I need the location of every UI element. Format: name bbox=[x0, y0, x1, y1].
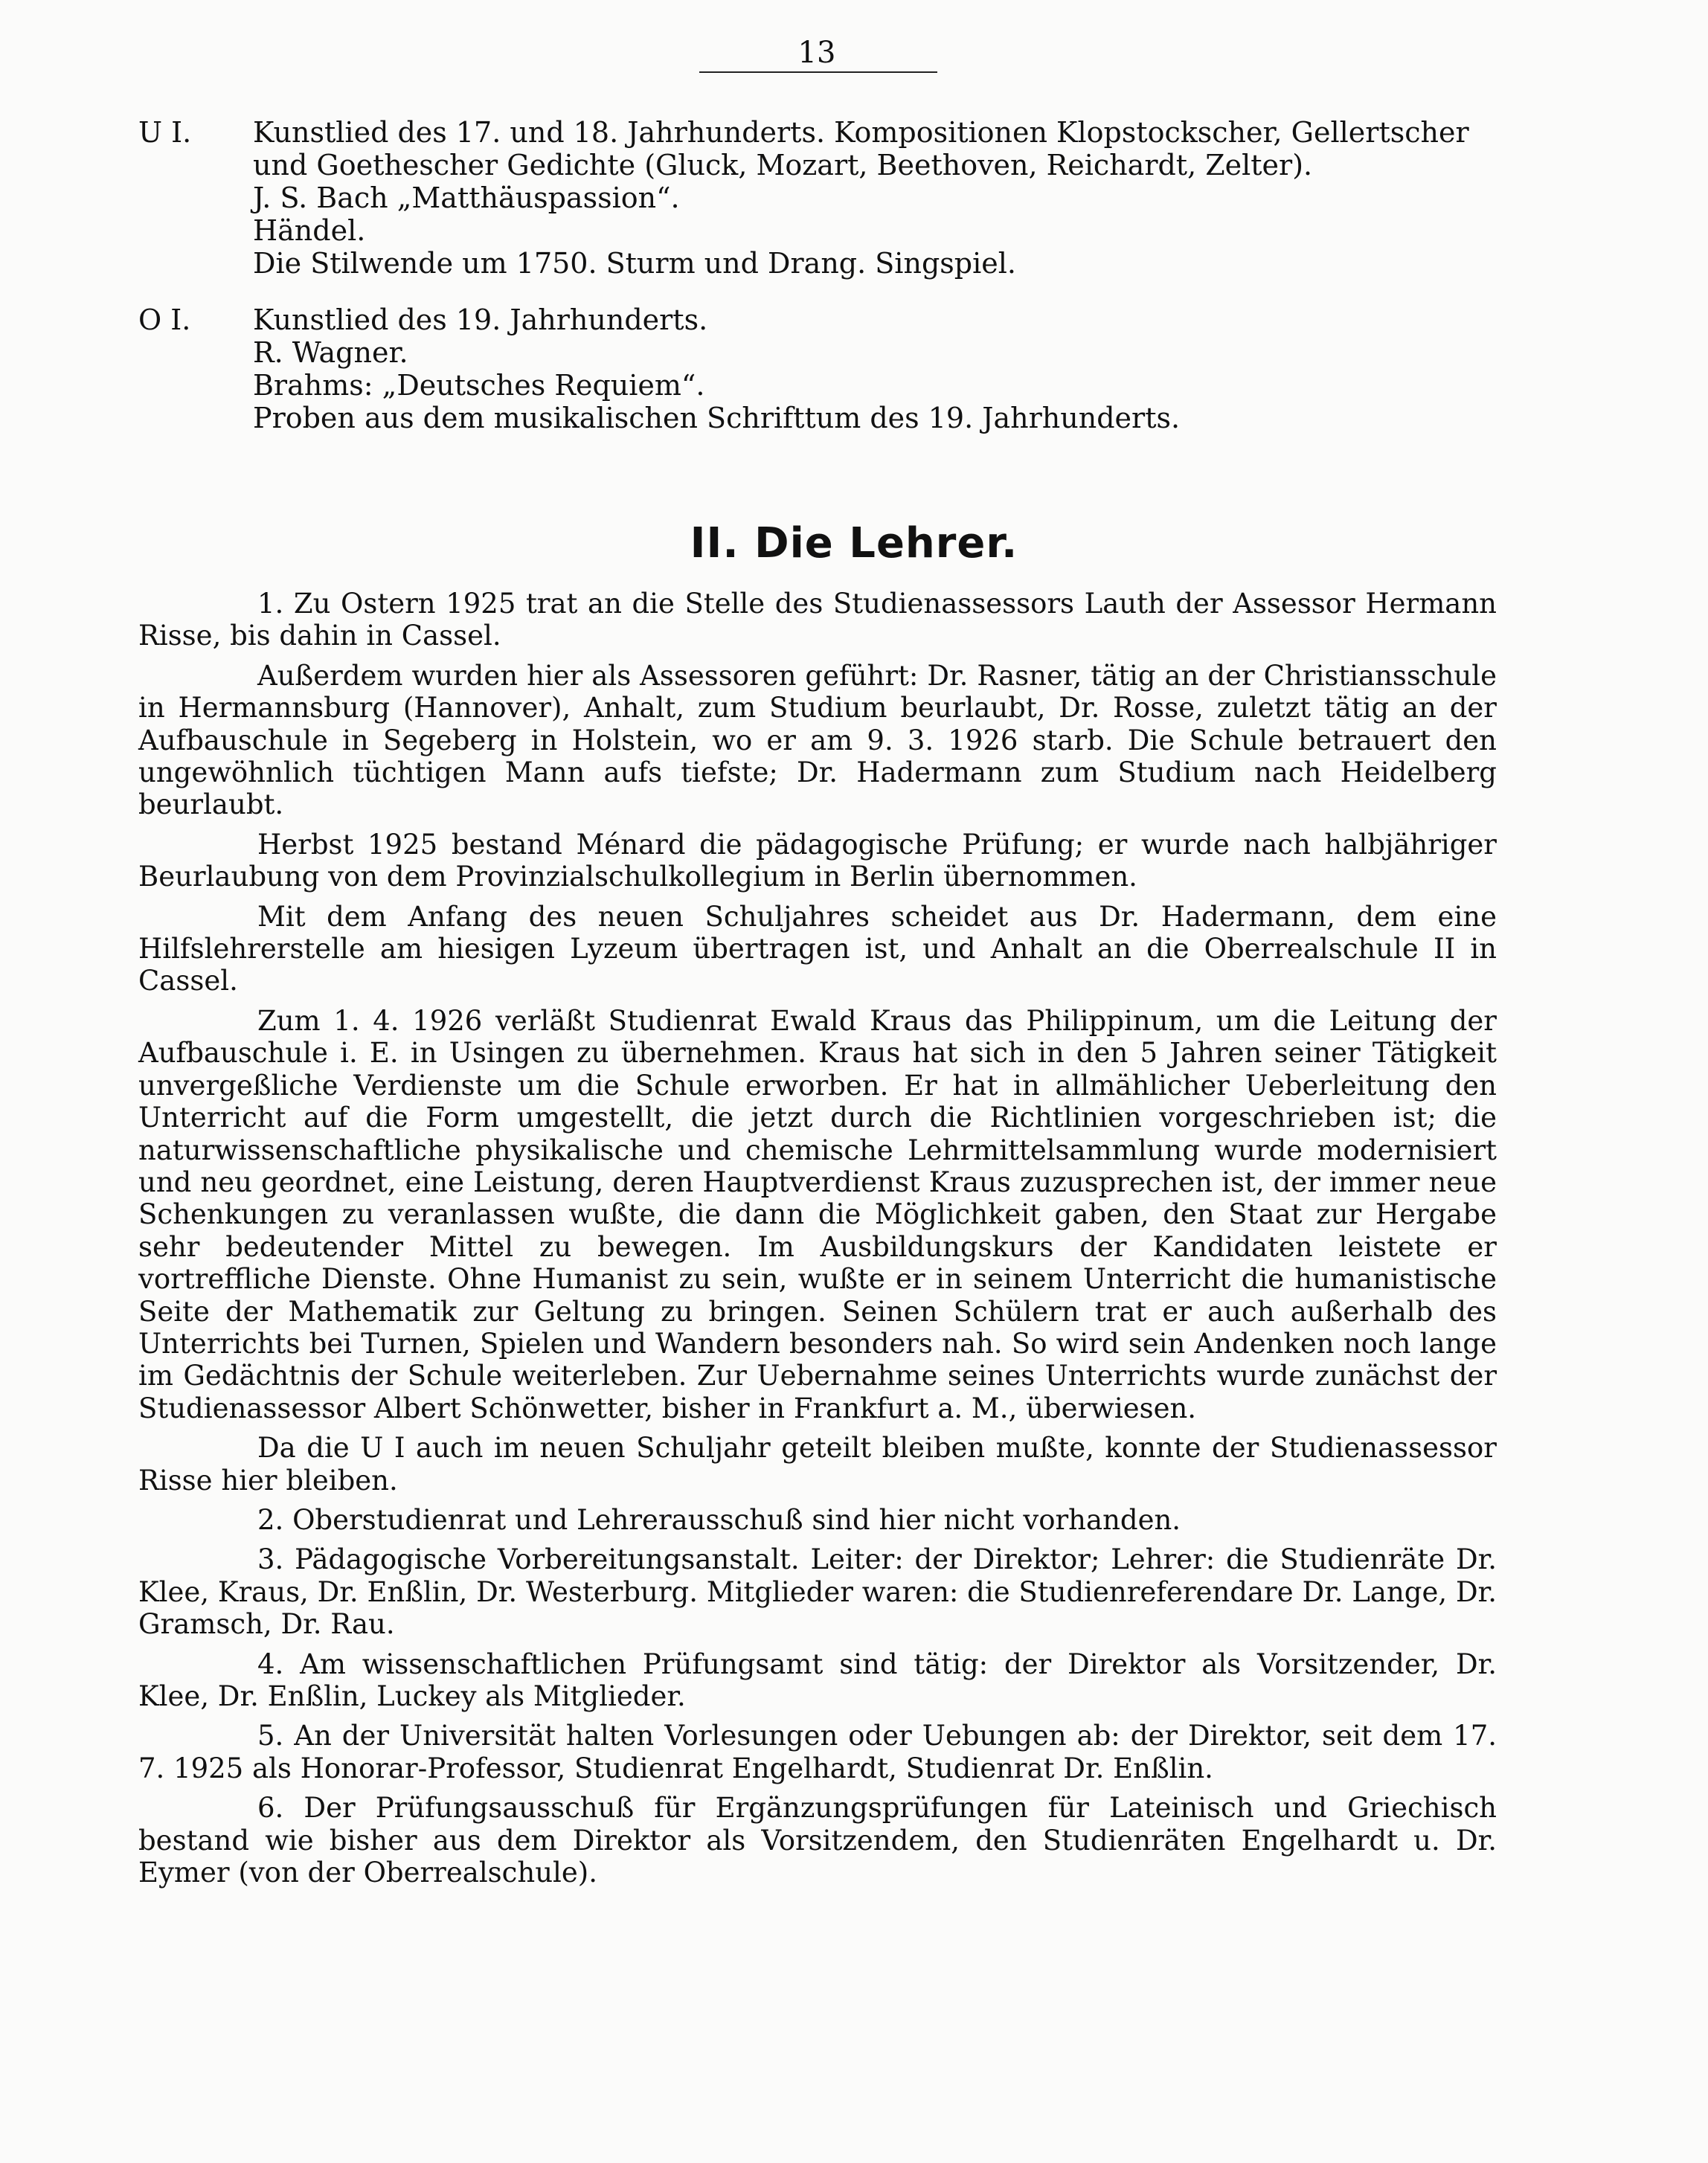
paragraph: Außerdem wurden hier als Assessoren geführt: Dr. Rasner, tätig an der Christiansschule in Hermannsburg (Hannover), Anhalt, zum Studium beurlaubt, Dr. Rosse, zuletzt tätig an der Aufbauschule in Segeberg in Holstein, wo er am 9. 3. 1926 starb. Die Schule betrauert den ungewöhnlich tüchtigen Mann aufs tiefste; Dr. Hadermann zum Studium nach Heidelberg beurlaubt. bbox=[138, 659, 1497, 821]
curriculum-line: und Goethescher Gedichte (Gluck, Mozart, Beethoven, Reichardt, Zelter). bbox=[253, 149, 1313, 181]
curriculum-line: Proben aus dem musikalischen Schrifttum des 19. Jahrhunderts. bbox=[253, 402, 1181, 434]
curriculum-line: J. S. Bach „Matthäuspassion“. bbox=[253, 181, 680, 214]
curriculum-ui bbox=[138, 116, 1497, 280]
paragraph: Herbst 1925 bestand Ménard die pädagogische Prüfung; er wurde nach halbjähriger Beurlaubung von dem Provinzialschulkollegium in Berlin übernommen. bbox=[138, 828, 1497, 893]
curriculum-line: R. Wagner. bbox=[253, 336, 408, 369]
page-number: 13 bbox=[797, 36, 836, 70]
section-heading: II. Die Lehrer. bbox=[690, 519, 1018, 568]
paragraph: 5. An der Universität halten Vorlesungen oder Uebungen ab: der Direktor, seit dem 17. 7. 1925 als Honorar-Professor, Studienrat Engelhardt, Studienrat Dr. Enßlin. bbox=[138, 1720, 1497, 1784]
curriculum-line: Kunstlied des 19. Jahrhunderts. bbox=[253, 303, 708, 336]
curriculum-line: Kunstlied des 17. und 18. Jahrhunderts. Kompositionen Klopstockscher, Gellertscher bbox=[253, 116, 1469, 149]
paragraph: Zum 1. 4. 1926 verläßt Studienrat Ewald Kraus das Philippinum, um die Leitung der Aufbauschule i. E. in Usingen zu übernehmen. Kraus hat sich in den 5 Jahren seiner Tätigkeit unvergeßliche Verdienste um die Schule erworben. Er hat in allmählicher Ueberleitung den Unterricht auf die Form umgestellt, die jetzt durch die Richtlinien vorgeschrieben ist; die naturwissenschaftliche physikalische und chemische Lehrmittelsammlung wurde modernisiert und neu geordnet, eine Leistung, deren Hauptverdienst Kraus zuzusprechen ist, der immer neue Schenkungen zu veranlassen wußte, die dann die Möglichkeit gaben, den Staat zur Hergabe sehr bedeutender Mittel zu bewegen. Im Ausbildungskurs der Kandidaten leistete er vortreffliche Dienste. Ohne Humanist zu sein, wußte er in seinem Unterricht die humanistische Seite der Mathematik zur Geltung zu bringen. Seinen Schülern trat er auch außerhalb des Unterrichts bei Turnen, Spielen und Wandern besonders nah. So wird sein Andenken noch lange im Gedächtnis der Schule weiterleben. Zur Uebernahme seines Unterrichts wurde zunächst der Studienassessor Albert Schönwetter, bisher in Frankfurt a. M., überwiesen. bbox=[138, 1004, 1497, 1424]
curriculum-line: Händel. bbox=[253, 214, 366, 247]
paragraph: 1. Zu Ostern 1925 trat an die Stelle des Studienassessors Lauth der Assessor Hermann Risse, bis dahin in Cassel. bbox=[138, 588, 1497, 652]
paragraph: 6. Der Prüfungsausschuß für Ergänzungsprüfungen für Lateinisch und Griechisch bestand wie bisher aus dem Direktor als Vorsitzendem, den Studienräten Engelhardt u. Dr. Eymer (von der Oberrealschule). bbox=[138, 1792, 1497, 1889]
paragraph: 3. Pädagogische Vorbereitungsanstalt. Leiter: der Direktor; Lehrer: die Studienräte Dr. Klee, Kraus, Dr. Enßlin, Dr. Westerburg. Mitglieder waren: die Studienreferendare Dr. Lange, Dr. Gramsch, Dr. Rau. bbox=[138, 1543, 1497, 1641]
class-label-ui: U I. bbox=[138, 116, 192, 149]
curriculum-line: Die Stilwende um 1750. Sturm und Drang. Singspiel. bbox=[253, 247, 1016, 280]
curriculum-line: Brahms: „Deutsches Requiem“. bbox=[253, 369, 705, 402]
paragraph: Da die U I auch im neuen Schuljahr geteilt bleiben mußte, konnte der Studienassessor Risse hier bleiben. bbox=[138, 1432, 1497, 1497]
section-body bbox=[138, 588, 1497, 1896]
header-rule bbox=[699, 71, 937, 73]
paragraph: 2. Oberstudienrat und Lehrerausschuß sind hier nicht vorhanden. bbox=[257, 1503, 1181, 1536]
paragraph: 4. Am wissenschaftlichen Prüfungsamt sind tätig: der Direktor als Vorsitzender, Dr. Klee, Dr. Enßlin, Luckey als Mitglieder. bbox=[138, 1648, 1497, 1712]
paragraph: Mit dem Anfang des neuen Schuljahres scheidet aus Dr. Hadermann, dem eine Hilfslehrerstelle am hiesigen Lyzeum übertragen ist, und Anhalt an die Oberrealschule II in Cassel. bbox=[138, 900, 1497, 997]
curriculum-oi bbox=[138, 303, 1497, 434]
class-label-oi: O I. bbox=[138, 303, 191, 336]
